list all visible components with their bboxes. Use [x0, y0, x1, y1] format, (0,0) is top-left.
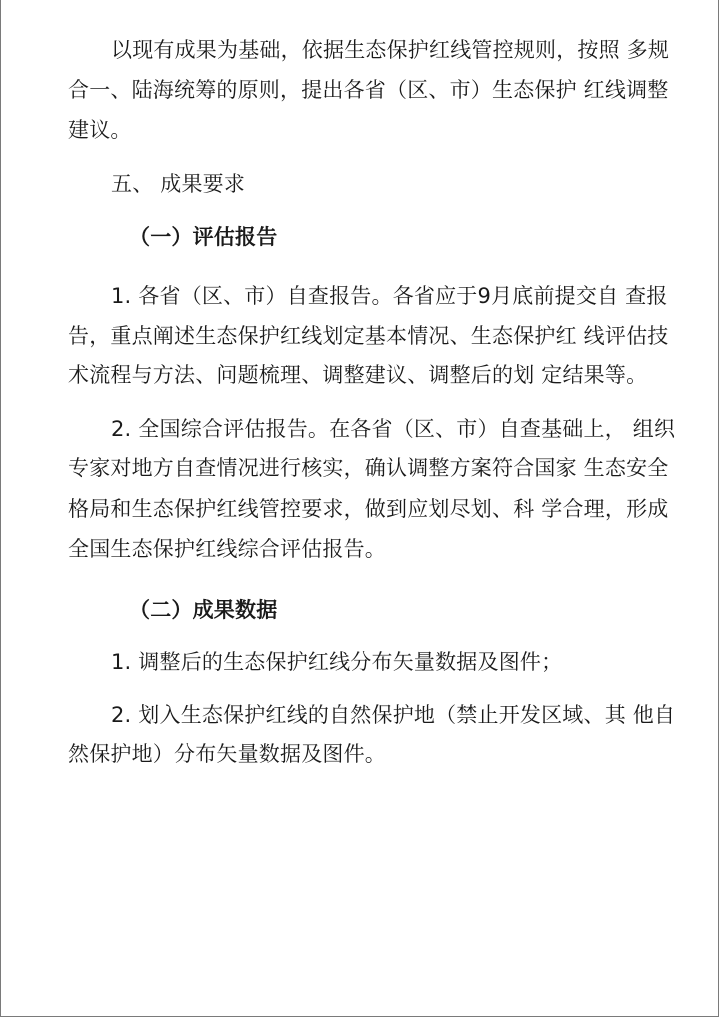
paragraph-line: 合一、陆海统筹的原则，提出各省（区、市）生态保护 红线调整: [68, 78, 669, 102]
paragraph-line: 2. 划入生态保护红线的自然保护地（禁止开发区域、其 他自: [111, 703, 676, 727]
paragraph-line: 告，重点阐述生态保护红线划定基本情况、生态保护红 线评估技: [68, 324, 669, 348]
subsection-heading: （二）成果数据: [129, 598, 278, 622]
paragraph-line: 格局和生态保护红线管控要求，做到应划尽划、科 学合理，形成: [68, 497, 669, 521]
paragraph-line: 建议。: [68, 118, 132, 142]
paragraph-line: 全国生态保护红线综合评估报告。: [68, 537, 386, 561]
paragraph-line: 术流程与方法、问题梳理、调整建议、调整后的划 定结果等。: [68, 363, 648, 387]
paragraph-line: 2. 全国综合评估报告。在各省（区、市）自查基础上， 组织: [111, 417, 676, 441]
subsection-heading: （一）评估报告: [129, 225, 278, 249]
paragraph-line: 以现有成果为基础，依据生态保护红线管控规则，按照 多规: [111, 38, 670, 62]
paragraph-line: 1. 各省（区、市）自查报告。各省应于9月底前提交自 查报: [111, 284, 668, 308]
paragraph-line: 专家对地方自查情况进行核实，确认调整方案符合国家 生态安全: [68, 456, 669, 480]
section-heading: 五、 成果要求: [111, 172, 246, 196]
paragraph-line: 然保护地）分布矢量数据及图件。: [68, 742, 386, 766]
paragraph-line: 1. 调整后的生态保护红线分布矢量数据及图件；: [111, 650, 563, 674]
